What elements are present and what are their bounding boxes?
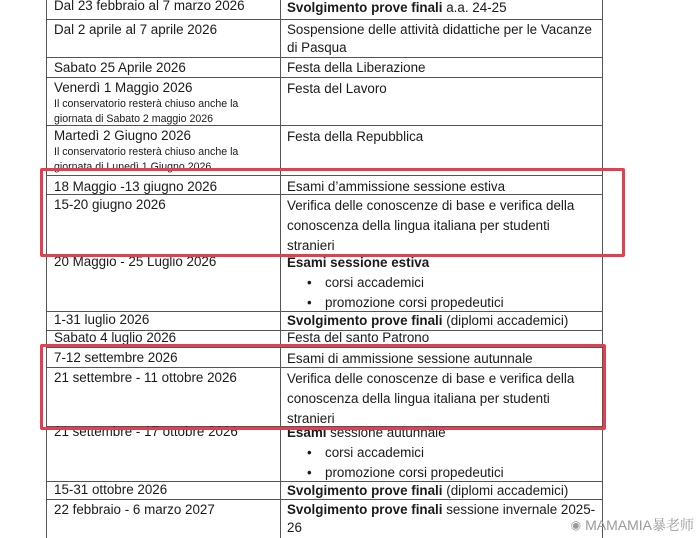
- row-event: Esami sessione estiva • corsi accademici • promozione corsi propedeutici: [287, 253, 599, 313]
- table-row: [47, 195, 602, 255]
- table-row: [47, 424, 602, 482]
- table-row: [47, 368, 602, 427]
- row-date: Venerdì 1 Maggio 2026 Il conservatorio resterà chiuso anche la giornata di Sabato 2 maggio 2026: [54, 79, 276, 127]
- row-date: Martedì 2 Giugno 2026 Il conservatorio resterà chiuso anche la giornata di Lunedì 1 Giugno 2026: [54, 127, 276, 175]
- row-date: 21 settembre - 11 ottobre 2026: [54, 370, 237, 385]
- row-date: 21 settembre - 17 ottobre 2026: [54, 424, 238, 439]
- row-note: Il conservatorio resterà chiuso anche la giornata di Sabato 2 maggio 2026: [54, 98, 239, 125]
- table-row: [47, 20, 602, 58]
- row-event: Esami di ammissione sessione autunnale: [287, 351, 533, 366]
- row-event: Verifica delle conoscenze di base e verifica della conoscenza della lingua italiana per studenti stranieri: [287, 371, 575, 426]
- row-event: Svolgimento prove finali (diplomi accademici): [287, 483, 569, 498]
- weibo-icon: ◉: [570, 518, 582, 532]
- row-date: 7-12 settembre 2026: [54, 350, 178, 365]
- row-event: Festa della Liberazione: [287, 60, 426, 75]
- row-event: Svolgimento prove finali sessione invernale 2025-26: [287, 502, 596, 535]
- table-row: [47, 348, 602, 368]
- table-row: [47, 58, 602, 78]
- row-date: 22 febbraio - 6 marzo 2027: [54, 502, 215, 517]
- table-row: [47, 255, 602, 312]
- list-item: • corsi accademici: [287, 273, 599, 293]
- row-date: 1-31 luglio 2026: [54, 312, 150, 327]
- table-row: [47, 126, 602, 180]
- row-event: Svolgimento prove finali (diplomi accademici): [287, 313, 569, 328]
- academic-calendar-table: [46, 0, 603, 538]
- row-event: Festa del Lavoro: [287, 81, 387, 96]
- list-item: • corsi accademici: [287, 443, 599, 463]
- row-date: Dal 2 aprile al 7 aprile 2026: [54, 22, 218, 37]
- row-event: Svolgimento prove finali a.a. 24-25: [287, 0, 507, 15]
- list-item: • promozione corsi propedeutici: [287, 293, 599, 313]
- table-row: [47, 482, 602, 500]
- list-item: • promozione corsi propedeutici: [287, 463, 599, 483]
- row-event: Esami d’ammissione sessione estiva: [287, 179, 506, 194]
- row-date: 20 Maggio - 25 Luglio 2026: [54, 254, 217, 269]
- table-row: [47, 500, 602, 538]
- row-event: Verifica delle conoscenze di base e verifica della conoscenza della lingua italiana per studenti stranieri: [287, 198, 575, 253]
- row-note: Il conservatorio resterà chiuso anche la giornata di Lunedì 1 Giugno 2026: [54, 146, 239, 173]
- watermark-text: MAMAMIA暴老师: [585, 517, 694, 533]
- row-date: 15-20 giugno 2026: [54, 197, 166, 212]
- row-date: Sabato 25 Aprile 2026: [54, 60, 186, 75]
- watermark: [571, 515, 694, 535]
- row-date: Dal 23 febbraio al 7 marzo 2026: [54, 0, 245, 13]
- row-event: Esami sessione autunnale • corsi accademici • promozione corsi propedeutici: [287, 423, 599, 483]
- table-row: [47, 175, 602, 195]
- row-event: Sospensione delle attività didattiche per le Vacanze di Pasqua: [287, 22, 592, 55]
- row-date: 18 Maggio -13 giugno 2026: [54, 179, 218, 194]
- table-row: [47, 0, 602, 20]
- row-event: Festa del santo Patrono: [287, 330, 430, 345]
- table-row: [47, 78, 602, 126]
- row-date: 15-31 ottobre 2026: [54, 482, 168, 497]
- row-date: Sabato 4 luglio 2026: [54, 330, 177, 345]
- row-event: Festa della Repubblica: [287, 129, 424, 144]
- table-row: [47, 331, 602, 348]
